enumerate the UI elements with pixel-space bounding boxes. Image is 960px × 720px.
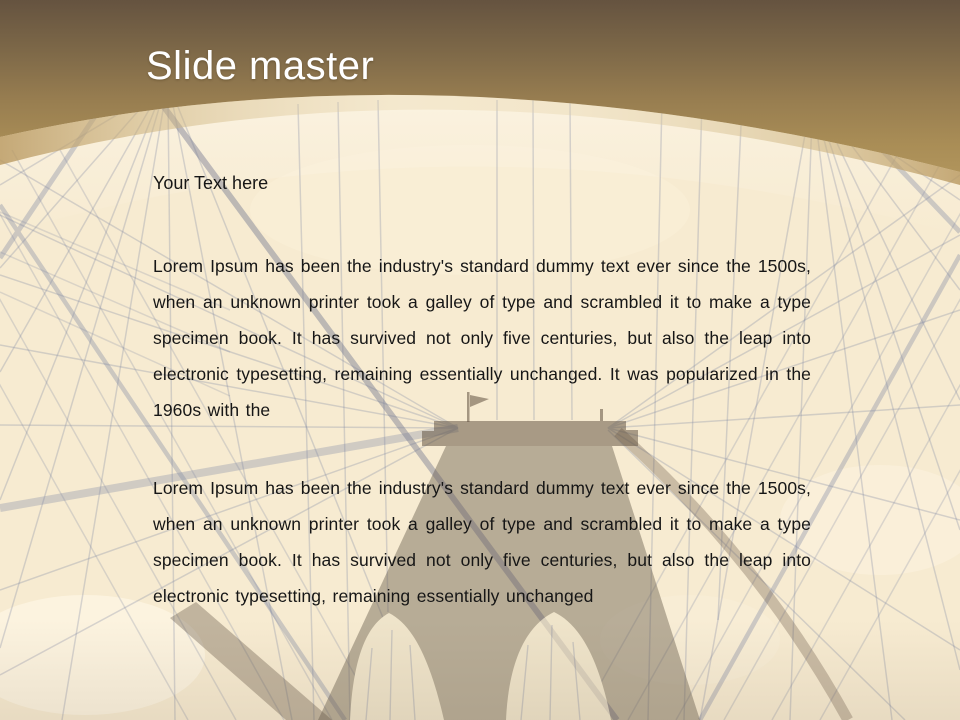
body-paragraph-1[interactable]: Lorem Ipsum has been the industry's standard dummy text ever since the 1500s, when an unknown printer took a galley of type and scrambled it to make a type specimen book. It has survived not only five centuries, but also the leap into electronic typesetting, remaining essentially unchanged. It was popularized in the 1960s with the [153, 256, 811, 420]
slide-title[interactable]: Slide master [146, 44, 375, 88]
text-placeholder[interactable]: Your Text here [153, 173, 269, 193]
body-paragraph-2[interactable]: Lorem Ipsum has been the industry's standard dummy text ever since the 1500s, when an unknown printer took a galley of type and scrambled it to make a type specimen book. It has survived not only five centuries, but also the leap into electronic typesetting, remaining essentially unchanged [153, 478, 811, 606]
bottom-vignette [0, 620, 960, 720]
